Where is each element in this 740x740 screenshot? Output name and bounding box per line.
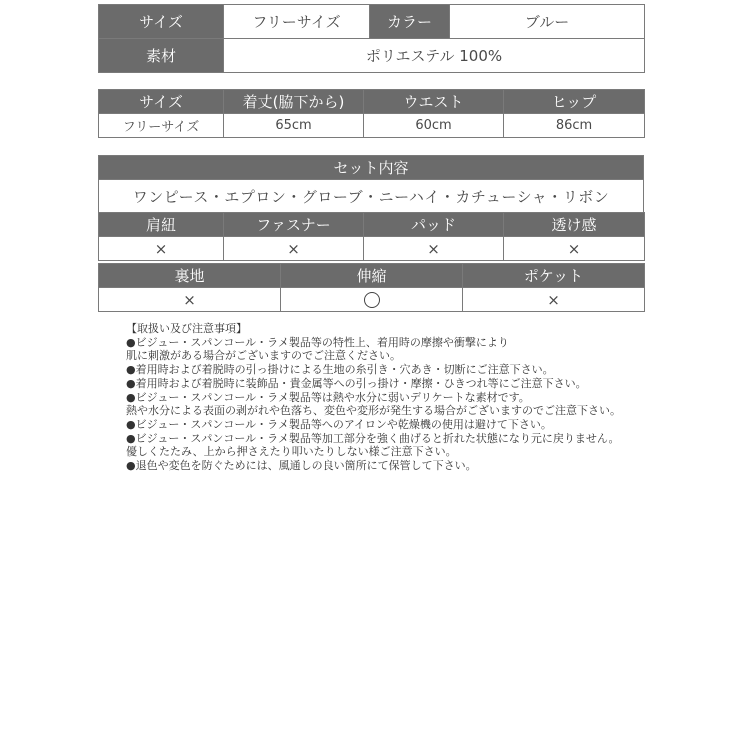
size-value: フリーサイズ [224,5,370,39]
set-contents-value: ワンピース・エプロン・グローブ・ニーハイ・カチューシャ・リボン [99,180,644,214]
care-note-line: ●退色や変色を防ぐためには、風通しの良い箇所にて保管して下さい。 [126,459,477,473]
feature-header-pocket: ポケット [463,264,645,288]
features-table-1 [98,212,645,261]
measurements-hip: 86cm [504,114,645,138]
material-value: ポリエステル 100% [224,39,645,73]
measurements-size: フリーサイズ [99,114,224,138]
feature-value-pad: × [364,237,504,261]
measurements-length: 65cm [224,114,364,138]
measurements-table [98,89,645,138]
feature-value-lining: × [99,288,281,312]
feature-header-stretch: 伸縮 [281,264,463,288]
measurements-header-waist: ウエスト [364,90,504,114]
color-label: カラー [370,5,450,39]
care-note-line: ●ビジュー・スパンコール・ラメ製品等は熱や水分に弱いデリケートな素材です。 [126,390,530,404]
set-contents-header: セット内容 [99,156,644,180]
set-contents-table [98,155,644,214]
material-label: 素材 [99,39,224,73]
measurements-header-size: サイズ [99,90,224,114]
feature-value-pocket: × [463,288,645,312]
care-notes [126,322,646,473]
size-label: サイズ [99,5,224,39]
care-notes-title: 【取扱い及び注意事項】 [126,322,247,335]
care-note-line: ●ビジュー・スパンコール・ラメ製品等の特性上、着用時の摩擦や衝撃により [126,335,509,349]
care-note-line: ●着用時および着脱時の引っ掛けによる生地の糸引き・穴あき・切断にご注意下さい。 [126,363,554,377]
color-value: ブルー [450,5,645,39]
measurements-waist: 60cm [364,114,504,138]
feature-header-pad: パッド [364,213,504,237]
measurements-header-length: 着丈(脇下から) [224,90,364,114]
care-note-line: ●ビジュー・スパンコール・ラメ製品等加工部分を強く曲げると折れた状態になり元に戻りません。 [126,431,620,445]
feature-header-lining: 裏地 [99,264,281,288]
feature-value-shoulder-strap: × [99,237,224,261]
feature-header-shoulder-strap: 肩紐 [99,213,224,237]
care-note-line: 肌に刺激がある場合がございますのでご注意ください。 [126,349,401,363]
circle-mark-icon [364,292,380,308]
care-note-line: 優しくたたみ、上から押さえたり叩いたりしない様ご注意下さい。 [126,445,457,459]
feature-header-zipper: ファスナー [224,213,364,237]
care-note-line: ●ビジュー・スパンコール・ラメ製品等へのアイロンや乾燥機の使用は避けて下さい。 [126,417,552,431]
feature-value-stretch [281,288,463,312]
care-note-line: 熱や水分による表面の剥がれや色落ち、変色や変形が発生する場合がございますのでご注意下さい。 [126,404,621,418]
features-table-2 [98,263,645,312]
basic-info-table [98,4,645,73]
measurements-header-hip: ヒップ [504,90,645,114]
care-note-line: ●着用時および着脱時に装飾品・貴金属等への引っ掛け・摩擦・ひきつれ等にご注意下さい。 [126,376,587,390]
feature-value-sheerness: × [504,237,645,261]
feature-value-zipper: × [224,237,364,261]
feature-header-sheerness: 透け感 [504,213,645,237]
